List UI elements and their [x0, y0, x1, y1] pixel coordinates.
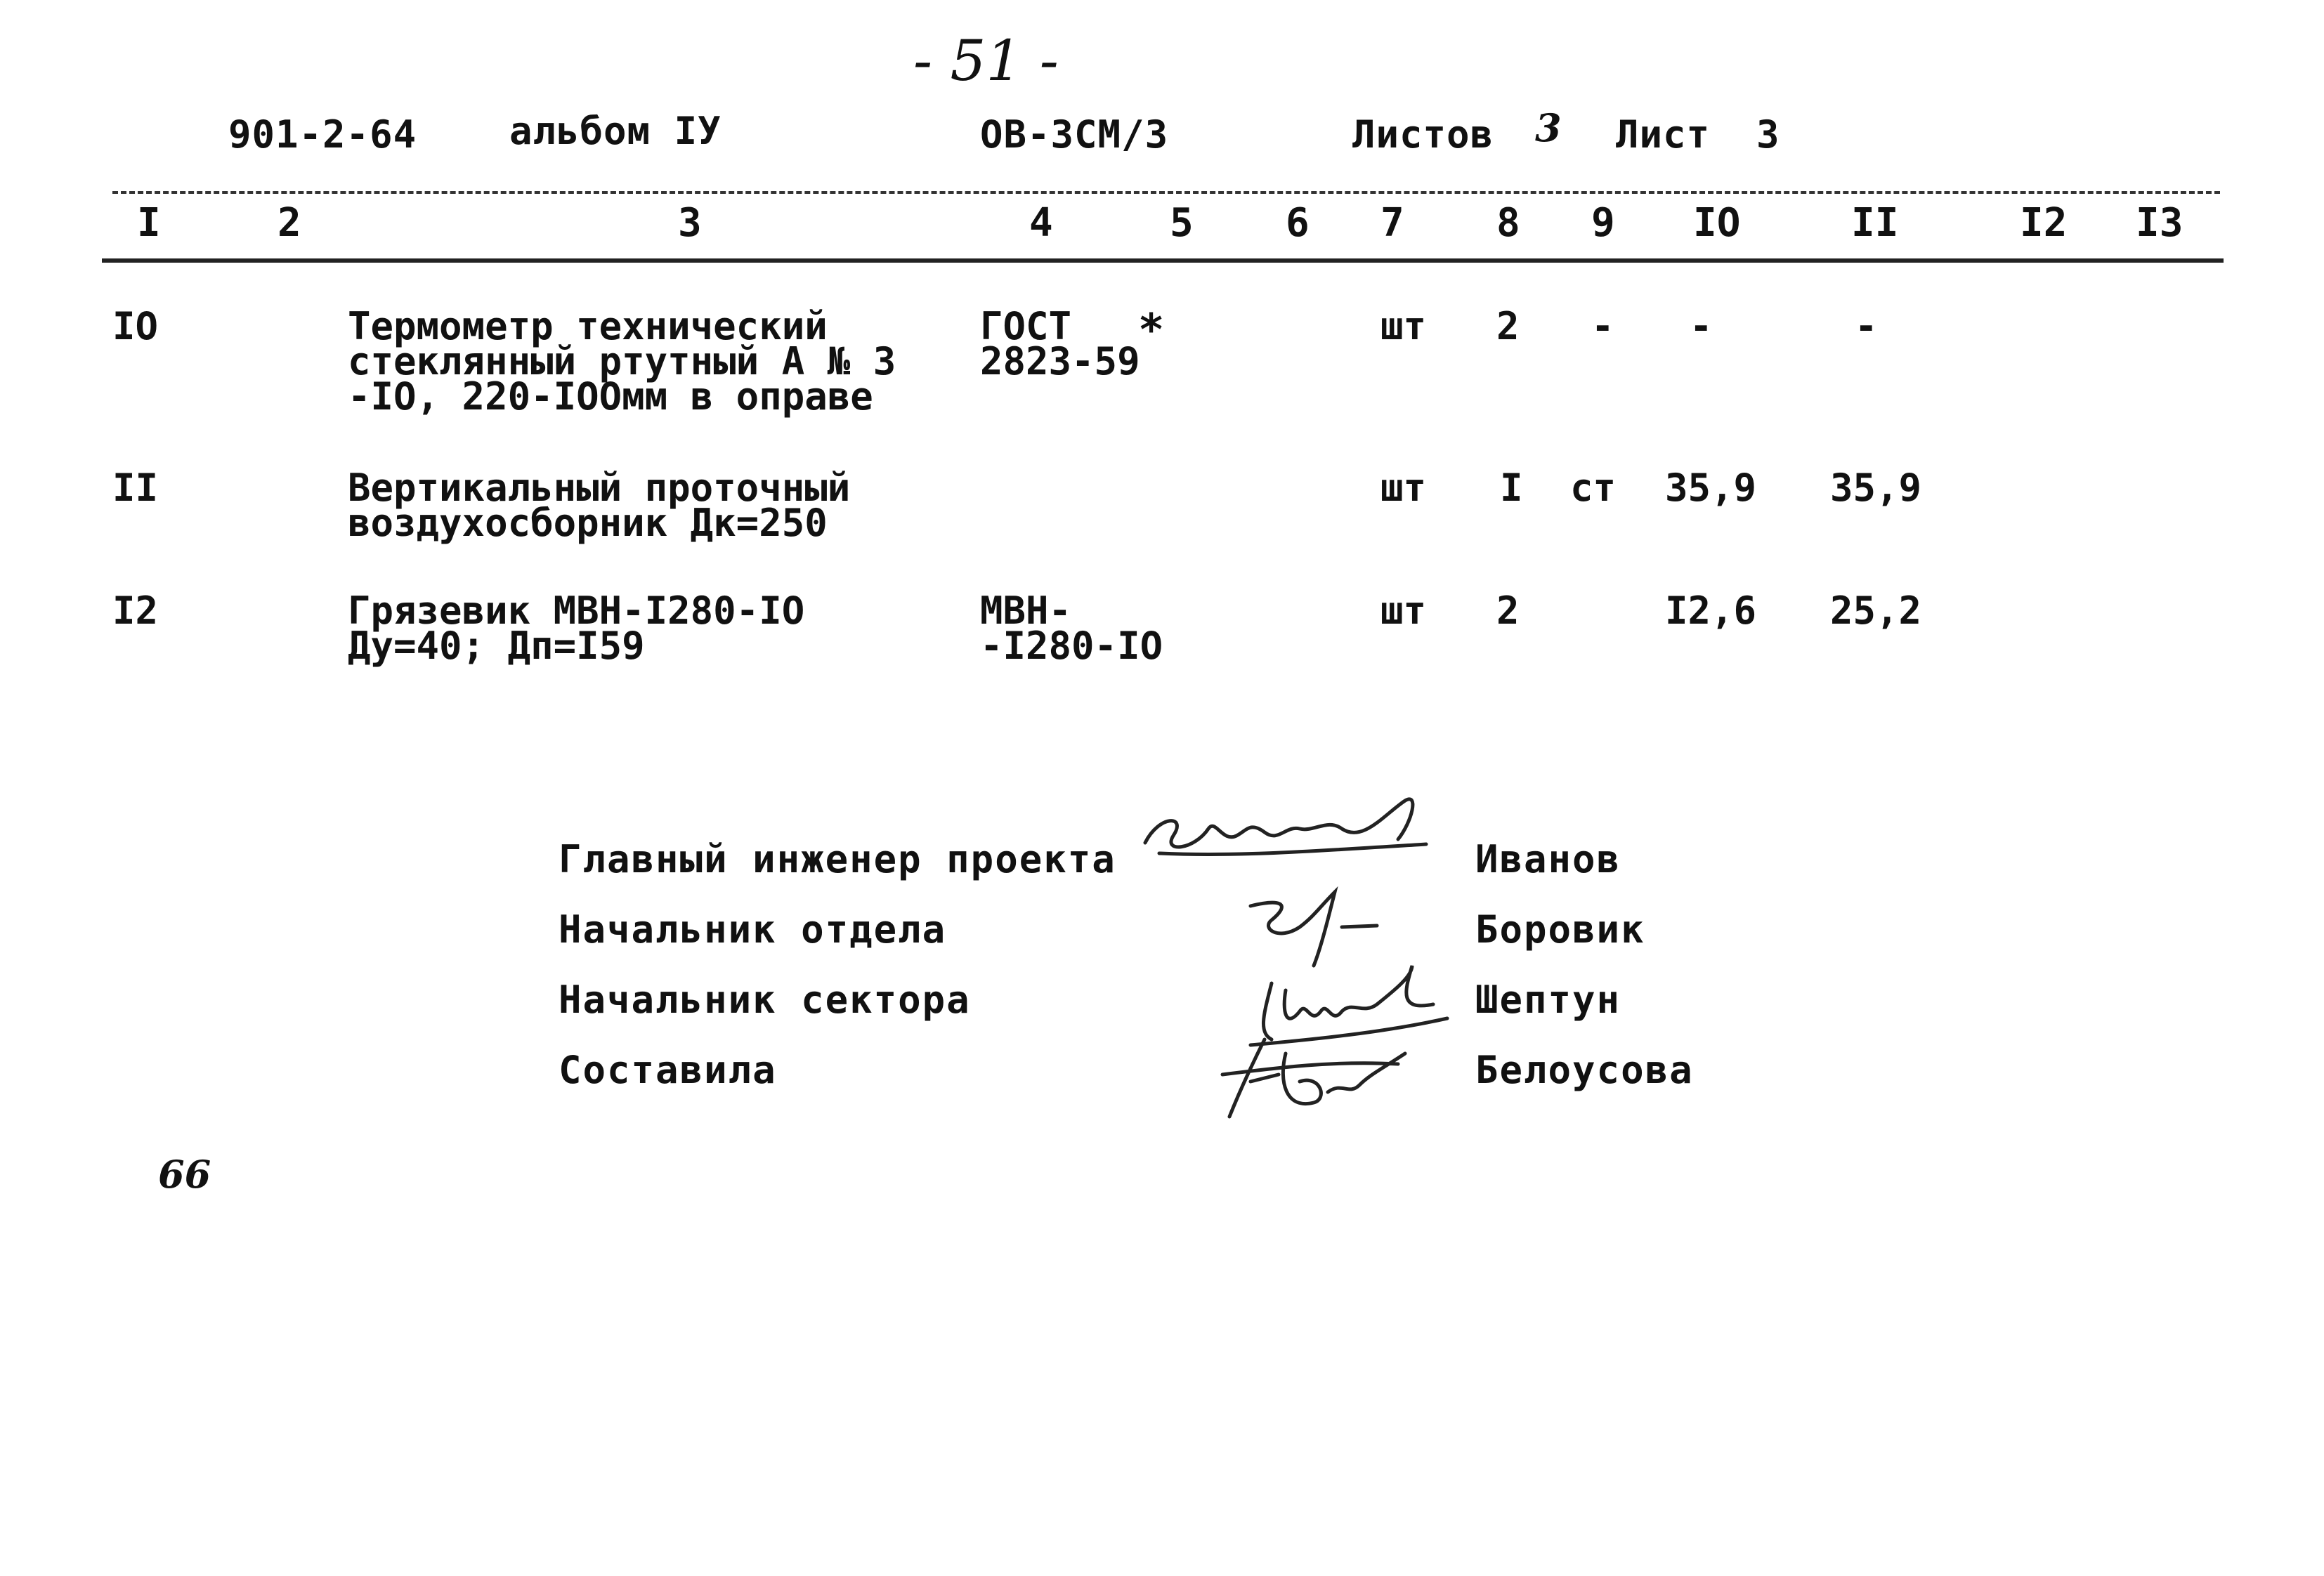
row-col11: 35,9 [1830, 466, 1922, 510]
signature-role: Начальник сектора [559, 978, 971, 1022]
row-col11: - [1855, 304, 1878, 348]
drawing-mark: ОВ-3СМ/3 [980, 112, 1169, 157]
sheet-number: 3 [1756, 112, 1780, 157]
sheets-count: 3 [1535, 105, 1562, 150]
top-rule [112, 191, 2220, 194]
page-number: - 51 - [913, 28, 1059, 93]
row-mark: * [1138, 304, 1165, 355]
col-num: 8 [1496, 200, 1520, 246]
row-qty: 2 [1496, 589, 1520, 633]
row-unit: шт [1380, 304, 1427, 348]
row-name-line: воздухосборник Дк=250 [348, 501, 828, 545]
row-name-line: -IO, 220-IOOмм в оправе [348, 374, 873, 419]
project-code: 901-2-64 [228, 112, 417, 157]
col-num: 5 [1170, 200, 1194, 246]
row-unit: шт [1380, 589, 1427, 633]
col-num: I [137, 200, 161, 246]
col-num: 7 [1380, 200, 1404, 246]
row-name-line: Термометр технический [348, 304, 828, 348]
signature-role: Главный инженер проекта [559, 837, 1116, 881]
row-name-line: Ду=40; Дп=I59 [348, 624, 645, 668]
signature-name: Шептун [1475, 978, 1621, 1022]
footer-note: 66 [158, 1152, 211, 1197]
row-col10: 35,9 [1665, 466, 1757, 510]
row-name-line: Грязевик МВН-I280-IO [348, 589, 805, 633]
col-num: 2 [278, 200, 301, 246]
row-unit: шт [1380, 466, 1427, 510]
signature-role: Составила [559, 1048, 777, 1092]
signature-role: Начальник отдела [559, 907, 947, 952]
col-num: 9 [1591, 200, 1615, 246]
row-name-line: стеклянный ртутный А № 3 [348, 339, 896, 383]
row-position: IO [112, 304, 159, 348]
col-num: IO [1693, 200, 1741, 246]
col-num: I3 [2136, 200, 2183, 246]
col-num: I2 [2020, 200, 2068, 246]
row-col11: 25,2 [1830, 589, 1922, 633]
col-num: 4 [1029, 200, 1053, 246]
album-label: альбом IУ [509, 109, 722, 153]
signature-name: Иванов [1475, 837, 1621, 881]
row-qty: 2 [1496, 304, 1520, 348]
signature-name: Белоусова [1475, 1048, 1694, 1092]
handwritten-signature-borovik [1236, 878, 1398, 969]
header-rule [102, 258, 2224, 263]
row-doc-line: -I280-IO [980, 624, 1163, 668]
row-qty: I [1500, 466, 1523, 510]
row-col10: - [1690, 304, 1713, 348]
signature-name: Боровик [1475, 907, 1645, 952]
sheets-label: Листов [1352, 112, 1494, 157]
row-doc-line: ГОСТ [980, 304, 1072, 348]
row-col9: - [1591, 304, 1614, 348]
row-col10: I2,6 [1665, 589, 1757, 633]
col-num: 3 [678, 200, 702, 246]
col-num: 6 [1286, 200, 1310, 246]
row-position: II [112, 466, 159, 510]
handwritten-signature-belousova [1208, 1025, 1419, 1124]
row-name-line: Вертикальный проточный [348, 466, 851, 510]
row-position: I2 [112, 589, 159, 633]
row-doc-line: 2823-59 [980, 339, 1140, 383]
row-doc-line: МВН- [980, 589, 1072, 633]
handwritten-signature-ivanov [1131, 787, 1482, 878]
col-num: II [1851, 200, 1899, 246]
row-col9: ст [1570, 466, 1617, 510]
sheet-label: Лист [1616, 112, 1711, 157]
